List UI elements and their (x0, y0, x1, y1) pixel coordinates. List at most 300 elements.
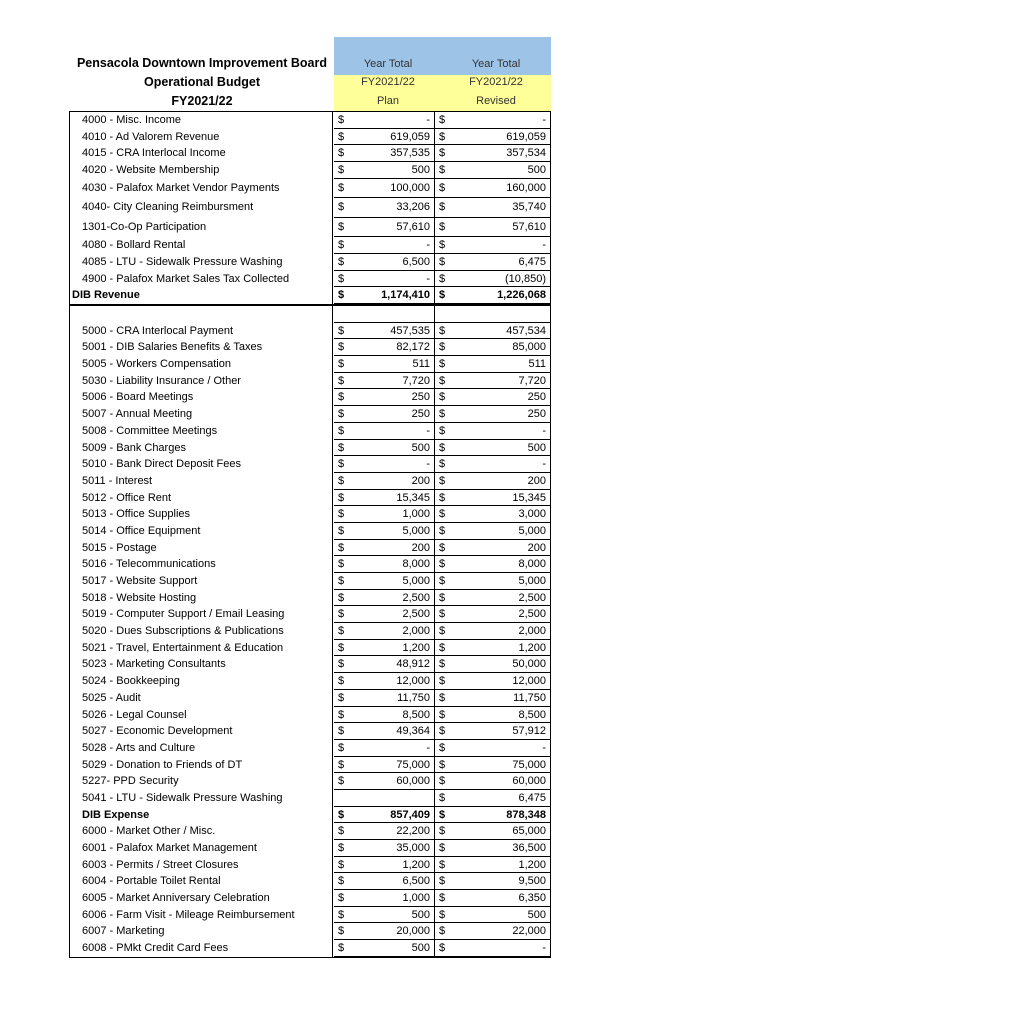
plan-currency-symbol: $ (338, 201, 345, 214)
plan-currency-symbol: $ (338, 181, 345, 194)
revised-value: 1,200 (518, 858, 546, 871)
plan-cell (334, 640, 435, 657)
table-row (69, 129, 551, 146)
row-label: 5028 - Arts and Culture (69, 740, 333, 757)
revised-currency-symbol: $ (439, 575, 446, 587)
row-label: 5011 - Interest (69, 473, 333, 490)
revised-currency-symbol: $ (439, 408, 446, 421)
revised-header-line1: Year Total (471, 58, 521, 70)
column-header-band (334, 37, 551, 112)
row-label: 6005 - Market Anniversary Celebration (69, 890, 333, 907)
revised-value: 50,000 (512, 658, 546, 671)
revised-value: 36,500 (512, 842, 546, 854)
plan-value: 48,912 (396, 658, 430, 671)
revised-value: - (542, 942, 546, 955)
plan-currency-symbol: $ (338, 925, 345, 938)
plan-cell (334, 254, 435, 271)
row-label: 5012 - Office Rent (69, 490, 333, 507)
revised-cell (435, 673, 551, 690)
revised-cell (435, 287, 551, 304)
plan-value: 82,172 (396, 341, 430, 354)
revised-cell (435, 356, 551, 373)
row-label: 5008 - Committee Meetings (69, 423, 333, 440)
table-row (69, 423, 551, 440)
table-row (69, 473, 551, 490)
revised-value: 160,000 (506, 181, 546, 194)
plan-cell (334, 218, 435, 238)
plan-cell (334, 237, 435, 254)
table-row (69, 740, 551, 757)
table-row (69, 573, 551, 590)
title-line-doc: Operational Budget (144, 75, 260, 89)
row-label: 6001 - Palafox Market Management (69, 840, 333, 857)
row-label: 5027 - Economic Development (69, 723, 333, 740)
table-row (69, 823, 551, 840)
row-label: 5019 - Computer Support / Email Leasing (69, 606, 333, 623)
revised-currency-symbol: $ (439, 775, 446, 788)
spacer-row (69, 306, 551, 323)
revised-currency-symbol: $ (439, 524, 446, 537)
plan-cell (334, 112, 435, 129)
plan-currency-symbol: $ (338, 558, 345, 571)
revised-currency-symbol: $ (439, 641, 446, 654)
plan-header-line2: FY2021/22 (361, 76, 415, 88)
revised-value: 511 (528, 358, 546, 371)
plan-cell (334, 506, 435, 523)
revised-cell (435, 254, 551, 271)
revised-cell (435, 840, 551, 857)
revised-value: 878,348 (506, 808, 546, 821)
plan-value: 200 (411, 541, 430, 554)
plan-cell (334, 339, 435, 356)
plan-currency-symbol: $ (338, 758, 345, 771)
table-row (69, 540, 551, 557)
revised-cell (435, 218, 551, 238)
plan-cell (334, 673, 435, 690)
plan-cell (334, 707, 435, 724)
row-label: 5029 - Donation to Friends of DT (69, 757, 333, 774)
revised-value: 6,475 (518, 255, 546, 268)
table-row (69, 179, 551, 199)
row-label: 5006 - Board Meetings (69, 389, 333, 406)
plan-currency-symbol: $ (338, 675, 345, 688)
row-label: 5227- PPD Security (69, 773, 333, 790)
plan-value: 100,000 (390, 181, 430, 194)
table-row (69, 111, 551, 129)
revised-currency-symbol: $ (439, 808, 446, 821)
table-row (69, 506, 551, 523)
plan-value: 500 (411, 942, 430, 955)
revised-cell (435, 590, 551, 607)
row-label: 4000 - Misc. Income (69, 112, 333, 129)
plan-value: 22,200 (396, 825, 430, 838)
plan-cell (334, 523, 435, 540)
plan-value: 5,000 (402, 575, 430, 587)
row-label: 1301-Co-Op Participation (69, 218, 333, 238)
plan-value: 511 (412, 358, 430, 371)
revised-value: 2,500 (518, 608, 546, 621)
subtotal-row (69, 807, 551, 824)
revised-header-line2: FY2021/22 (469, 76, 523, 88)
revised-cell (435, 907, 551, 924)
revised-cell (435, 690, 551, 707)
row-label: 5007 - Annual Meeting (69, 406, 333, 423)
plan-value: 6,500 (402, 875, 430, 888)
revised-currency-symbol: $ (439, 942, 446, 955)
row-label: 5001 - DIB Salaries Benefits & Taxes (69, 339, 333, 356)
title-line-year: FY2021/22 (171, 94, 233, 108)
table-row (69, 907, 551, 924)
row-label: 5023 - Marketing Consultants (69, 656, 333, 673)
plan-value: - (426, 272, 430, 285)
revised-currency-symbol: $ (439, 147, 446, 160)
plan-cell (334, 623, 435, 640)
plan-cell (334, 873, 435, 890)
plan-value: 457,535 (390, 324, 430, 337)
revised-value: 15,345 (512, 491, 546, 504)
table-row (69, 707, 551, 724)
plan-currency-symbol: $ (338, 641, 345, 654)
revised-currency-symbol: $ (439, 541, 446, 554)
row-label: 5014 - Office Equipment (69, 523, 333, 540)
revised-value: - (542, 424, 546, 437)
revised-value: 22,000 (512, 925, 546, 938)
plan-value: 2,500 (402, 608, 430, 621)
plan-currency-symbol: $ (338, 491, 345, 504)
revised-currency-symbol: $ (439, 164, 446, 177)
revised-currency-symbol: $ (439, 658, 446, 671)
plan-currency-symbol: $ (338, 508, 345, 521)
plan-currency-symbol: $ (338, 658, 345, 671)
revised-cell (435, 162, 551, 179)
row-label: 5013 - Office Supplies (69, 506, 333, 523)
revised-value: - (542, 114, 546, 126)
plan-value: 1,174,410 (381, 289, 430, 302)
plan-cell (334, 540, 435, 557)
row-label: 4030 - Palafox Market Vendor Payments (69, 179, 333, 199)
revised-value: 500 (527, 441, 546, 454)
table-row (69, 389, 551, 406)
revised-currency-symbol: $ (439, 491, 446, 504)
revised-value: 85,000 (512, 341, 546, 354)
revised-currency-symbol: $ (439, 130, 446, 143)
revised-cell (435, 773, 551, 790)
plan-cell (334, 323, 435, 340)
revised-currency-symbol: $ (439, 341, 446, 354)
budget-table (69, 111, 551, 958)
revised-cell (435, 823, 551, 840)
plan-cell (334, 740, 435, 757)
revised-value: 1,226,068 (497, 289, 546, 302)
revised-value: 35,740 (512, 201, 546, 214)
plan-currency-symbol: $ (338, 892, 345, 905)
plan-cell (334, 790, 435, 807)
revised-cell (435, 145, 551, 162)
plan-value: - (426, 741, 430, 754)
table-row (69, 523, 551, 540)
plan-value: 57,610 (396, 220, 430, 233)
revised-currency-symbol: $ (439, 908, 446, 921)
revised-value: 250 (527, 391, 546, 404)
plan-value: 60,000 (396, 775, 430, 788)
row-label: 6004 - Portable Toilet Rental (69, 873, 333, 890)
plan-value: 20,000 (396, 925, 430, 938)
revised-value: 357,534 (506, 147, 546, 160)
plan-currency-symbol: $ (338, 458, 345, 471)
plan-value: 35,000 (396, 842, 430, 854)
row-label: 6000 - Market Other / Misc. (69, 823, 333, 840)
plan-currency-symbol: $ (338, 825, 345, 838)
plan-header-line3: Plan (376, 95, 400, 107)
revised-cell (435, 556, 551, 573)
revised-value: 6,350 (518, 892, 546, 905)
plan-cell (334, 923, 435, 940)
plan-cell (334, 145, 435, 162)
plan-currency-symbol: $ (338, 842, 345, 854)
row-label: 5041 - LTU - Sidewalk Pressure Washing (69, 790, 333, 807)
table-row (69, 490, 551, 507)
table-row (69, 237, 551, 254)
table-row (69, 556, 551, 573)
revised-cell (435, 323, 551, 340)
table-row (69, 218, 551, 238)
revised-value: 5,000 (518, 524, 546, 537)
plan-cell (334, 656, 435, 673)
plan-currency-symbol: $ (338, 708, 345, 721)
revised-cell (435, 339, 551, 356)
revised-value: 7,720 (518, 374, 546, 387)
revised-value: - (542, 239, 546, 252)
plan-currency-symbol: $ (338, 424, 345, 437)
plan-cell (334, 456, 435, 473)
revised-currency-symbol: $ (439, 691, 446, 704)
plan-value: 6,500 (402, 255, 430, 268)
revised-cell (435, 506, 551, 523)
revised-currency-symbol: $ (439, 324, 446, 337)
plan-cell (334, 473, 435, 490)
plan-value: 250 (411, 391, 430, 404)
plan-cell (334, 590, 435, 607)
plan-cell (334, 857, 435, 874)
plan-value: 1,200 (402, 641, 430, 654)
revised-cell (435, 406, 551, 423)
plan-currency-symbol: $ (338, 691, 345, 704)
plan-currency-symbol: $ (338, 374, 345, 387)
table-row (69, 690, 551, 707)
table-row (69, 773, 551, 790)
plan-cell (334, 823, 435, 840)
plan-currency-symbol: $ (338, 858, 345, 871)
revised-currency-symbol: $ (439, 875, 446, 888)
revised-cell (435, 198, 551, 218)
revised-value: 5,000 (518, 575, 546, 587)
row-label: 5005 - Workers Compensation (69, 356, 333, 373)
table-row (69, 606, 551, 623)
plan-cell (334, 723, 435, 740)
revised-currency-symbol: $ (439, 374, 446, 387)
revised-currency-symbol: $ (439, 255, 446, 268)
revised-cell (435, 237, 551, 254)
revised-currency-symbol: $ (439, 558, 446, 571)
plan-cell (334, 129, 435, 146)
row-label: DIB Revenue (69, 287, 333, 304)
row-label: 4900 - Palafox Market Sales Tax Collected (69, 271, 333, 288)
table-row (69, 857, 551, 874)
revised-cell (435, 523, 551, 540)
row-label: 5025 - Audit (69, 690, 333, 707)
plan-value: 33,206 (396, 201, 430, 214)
revised-value: 3,000 (518, 508, 546, 521)
table-row (69, 757, 551, 774)
plan-currency-symbol: $ (338, 164, 345, 177)
plan-cell (334, 389, 435, 406)
revised-value: - (542, 741, 546, 754)
revised-currency-symbol: $ (439, 675, 446, 688)
revised-header-line3: Revised (476, 95, 516, 107)
plan-value: - (426, 114, 430, 126)
row-label: 5009 - Bank Charges (69, 440, 333, 457)
revised-currency-symbol: $ (439, 391, 446, 404)
plan-value: 75,000 (396, 758, 430, 771)
plan-cell (334, 556, 435, 573)
plan-cell (334, 940, 435, 957)
plan-cell (334, 890, 435, 907)
row-label: 5017 - Website Support (69, 573, 333, 590)
plan-currency-symbol: $ (338, 239, 345, 252)
plan-currency-symbol: $ (338, 808, 345, 821)
row-label: 5026 - Legal Counsel (69, 707, 333, 724)
revised-cell (435, 623, 551, 640)
plan-currency-symbol: $ (338, 908, 345, 921)
revised-cell (435, 271, 551, 288)
revised-cell (435, 740, 551, 757)
row-label: 5030 - Liability Insurance / Other (69, 373, 333, 390)
plan-cell (334, 907, 435, 924)
plan-value: 8,500 (402, 708, 430, 721)
plan-cell (334, 271, 435, 288)
plan-value: 500 (411, 908, 430, 921)
revised-cell (435, 389, 551, 406)
table-row (69, 271, 551, 288)
plan-value: 7,720 (402, 374, 430, 387)
revised-currency-symbol: $ (439, 591, 446, 604)
revised-value: 57,610 (512, 220, 546, 233)
plan-currency-symbol: $ (338, 575, 345, 587)
revised-value: - (542, 458, 546, 471)
plan-cell (334, 490, 435, 507)
plan-value: - (426, 424, 430, 437)
revised-cell (435, 373, 551, 390)
revised-value: 75,000 (512, 758, 546, 771)
revised-value: 619,059 (506, 130, 546, 143)
plan-value: 857,409 (390, 808, 430, 821)
table-row (69, 323, 551, 340)
revised-cell (435, 790, 551, 807)
plan-value: 357,535 (390, 147, 430, 160)
plan-cell (334, 840, 435, 857)
revised-currency-symbol: $ (439, 608, 446, 621)
plan-cell (334, 373, 435, 390)
plan-value: 500 (411, 164, 430, 177)
plan-cell (334, 198, 435, 218)
revised-cell (435, 112, 551, 129)
row-label: 5024 - Bookkeeping (69, 673, 333, 690)
revised-cell (435, 440, 551, 457)
revised-currency-symbol: $ (439, 925, 446, 938)
plan-value: 2,000 (402, 625, 430, 638)
plan-value: - (426, 239, 430, 252)
revised-currency-symbol: $ (439, 791, 446, 804)
row-label: 4085 - LTU - Sidewalk Pressure Washing (69, 254, 333, 271)
title-line-org: Pensacola Downtown Improvement Board (76, 56, 328, 70)
table-row (69, 254, 551, 271)
revised-currency-symbol: $ (439, 474, 446, 487)
plan-cell (334, 423, 435, 440)
revised-currency-symbol: $ (439, 758, 446, 771)
revised-cell (435, 940, 551, 957)
revised-currency-symbol: $ (439, 181, 446, 194)
plan-currency-symbol: $ (338, 591, 345, 604)
revised-cell (435, 473, 551, 490)
revised-cell (435, 807, 551, 824)
budget-title (70, 54, 334, 111)
plan-value: 619,059 (390, 130, 430, 143)
revised-value: (10,850) (505, 272, 546, 285)
plan-cell (334, 406, 435, 423)
table-row (69, 456, 551, 473)
revised-currency-symbol: $ (439, 842, 446, 854)
table-row (69, 873, 551, 890)
plan-currency-symbol: $ (338, 289, 345, 302)
revised-value: 57,912 (512, 725, 546, 738)
plan-currency-symbol: $ (338, 441, 345, 454)
revised-value: 60,000 (512, 775, 546, 788)
plan-currency-symbol: $ (338, 474, 345, 487)
table-row (69, 162, 551, 179)
revised-value: 6,475 (518, 791, 546, 804)
table-row (69, 198, 551, 218)
plan-cell (334, 179, 435, 199)
revised-cell (435, 640, 551, 657)
row-label: 5015 - Postage (69, 540, 333, 557)
plan-value: 2,500 (402, 591, 430, 604)
plan-cell (334, 440, 435, 457)
revised-cell (435, 890, 551, 907)
revised-cell (435, 606, 551, 623)
revised-currency-symbol: $ (439, 892, 446, 905)
row-label: 5020 - Dues Subscriptions & Publications (69, 623, 333, 640)
table-row (69, 940, 551, 958)
plan-value: 1,000 (402, 508, 430, 521)
plan-value: 5,000 (402, 524, 430, 537)
row-label: 5016 - Telecommunications (69, 556, 333, 573)
plan-currency-symbol: $ (338, 255, 345, 268)
plan-cell (334, 690, 435, 707)
revised-cell (435, 306, 551, 323)
revised-cell (435, 757, 551, 774)
plan-value: 250 (411, 408, 430, 421)
row-label: 4040- City Cleaning Reimbursment (69, 198, 333, 218)
row-label: 5010 - Bank Direct Deposit Fees (69, 456, 333, 473)
revised-currency-symbol: $ (439, 114, 446, 126)
revised-cell (435, 656, 551, 673)
plan-currency-symbol: $ (338, 625, 345, 638)
revised-value: 500 (527, 908, 546, 921)
plan-value: 8,000 (402, 558, 430, 571)
revised-value: 500 (527, 164, 546, 177)
row-label: 4020 - Website Membership (69, 162, 333, 179)
plan-currency-symbol: $ (338, 875, 345, 888)
